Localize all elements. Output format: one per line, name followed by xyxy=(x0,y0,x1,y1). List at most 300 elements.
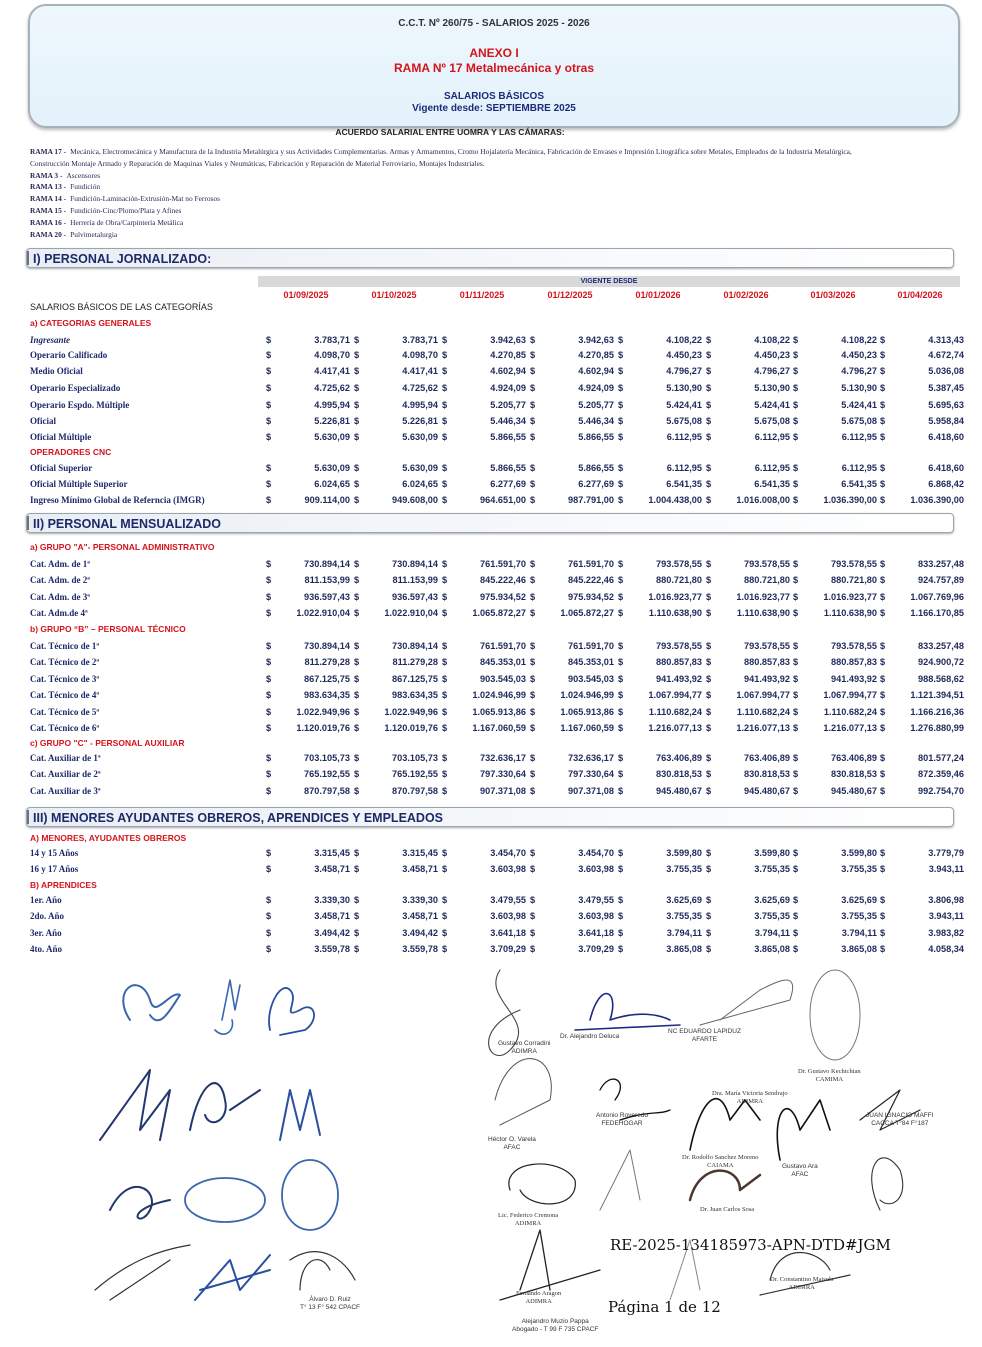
salary-value: 811.279,28 xyxy=(392,657,438,667)
salary-cell xyxy=(706,723,790,735)
currency-symbol: $ xyxy=(266,848,272,858)
signature-8 xyxy=(185,1178,265,1222)
currency-symbol: $ xyxy=(442,674,448,684)
currency-symbol: $ xyxy=(354,350,360,360)
currency-symbol: $ xyxy=(530,335,536,345)
salary-cell xyxy=(354,416,438,428)
salary-value: 1.276.880,99 xyxy=(910,723,964,733)
signature-19 xyxy=(690,1099,760,1150)
salary-cell xyxy=(530,848,614,860)
salary-value: 941.493,92 xyxy=(831,674,877,684)
salary-value: 1.216.077,13 xyxy=(736,723,790,733)
currency-symbol: $ xyxy=(266,335,272,345)
currency-symbol: $ xyxy=(706,707,712,717)
currency-symbol: $ xyxy=(618,463,624,473)
currency-symbol: $ xyxy=(793,707,799,717)
currency-symbol: $ xyxy=(442,400,448,410)
salary-value: 3.315,45 xyxy=(314,848,350,858)
salary-value: 3.794,11 xyxy=(841,928,877,938)
salary-value: 1.016.923,77 xyxy=(648,592,702,602)
salary-cell xyxy=(266,575,350,587)
currency-symbol: $ xyxy=(880,786,886,796)
salary-value: 975.934,52 xyxy=(568,592,614,602)
signer-name: Dr. Rodolfo Sanchez Moreno xyxy=(682,1154,759,1161)
currency-symbol: $ xyxy=(706,495,712,505)
salary-cell xyxy=(618,495,702,507)
salary-cell xyxy=(266,416,350,428)
currency-symbol: $ xyxy=(618,479,624,489)
salary-value: 924.757,89 xyxy=(918,575,964,585)
row-label: 2do. Año xyxy=(30,911,65,921)
salary-value: 3.599,80 xyxy=(666,848,702,858)
currency-symbol: $ xyxy=(880,432,886,442)
salary-value: 5.675,08 xyxy=(754,416,790,426)
salary-cell xyxy=(706,911,790,923)
signer-name: Gustavo Ara xyxy=(782,1163,818,1170)
salary-cell xyxy=(618,641,702,653)
salary-value: 763.406,89 xyxy=(831,753,877,763)
salary-cell xyxy=(880,895,964,907)
salary-value: 793.578,55 xyxy=(656,559,702,569)
salary-value: 941.493,92 xyxy=(656,674,702,684)
currency-symbol: $ xyxy=(266,383,272,393)
salary-value: 1.216.077,13 xyxy=(823,723,877,733)
salary-value: 3.625,69 xyxy=(841,895,877,905)
salary-value: 5.675,08 xyxy=(841,416,877,426)
signer-org: ADIMRA xyxy=(736,1098,764,1105)
salary-value: 3.603,98 xyxy=(490,911,526,921)
salary-value: 6.277,69 xyxy=(578,479,614,489)
currency-symbol: $ xyxy=(880,335,886,345)
salary-cell xyxy=(530,895,614,907)
currency-symbol: $ xyxy=(880,495,886,505)
salary-cell xyxy=(442,463,526,475)
currency-symbol: $ xyxy=(266,928,272,938)
salary-cell xyxy=(442,432,526,444)
salary-value: 1.110.638,90 xyxy=(823,608,877,618)
salary-cell xyxy=(793,848,877,860)
salary-value: 6.024,65 xyxy=(402,479,438,489)
salary-value: 6.541,35 xyxy=(841,479,877,489)
salary-cell xyxy=(442,864,526,876)
rama-code: RAMA 14 - xyxy=(30,194,67,204)
row-label: Cat. Adm. de 3ª xyxy=(30,592,90,602)
salary-value: 3.454,70 xyxy=(490,848,526,858)
currency-symbol: $ xyxy=(793,608,799,618)
salary-value: 1.110.638,90 xyxy=(648,608,702,618)
cct-title: C.C.T. Nº 260/75 - SALARIOS 2025 - 2026 xyxy=(398,18,590,29)
signer-name: Dr. Juan Carlos Sosa xyxy=(700,1206,755,1213)
currency-symbol: $ xyxy=(530,592,536,602)
currency-symbol: $ xyxy=(793,769,799,779)
section-header: II) PERSONAL MENSUALIZADO xyxy=(26,513,954,533)
salary-value: 6.112,95 xyxy=(754,432,790,442)
currency-symbol: $ xyxy=(880,769,886,779)
currency-symbol: $ xyxy=(266,575,272,585)
salary-cell xyxy=(530,592,614,604)
salary-cell xyxy=(880,416,964,428)
salary-value: 3.755,35 xyxy=(841,911,877,921)
signer-name: Lic. Federico Cremona xyxy=(498,1212,559,1219)
row-label: Cat. Adm.de 4ª xyxy=(30,608,88,618)
salary-cell xyxy=(530,723,614,735)
salary-value: 4.098,70 xyxy=(402,350,438,360)
salary-cell xyxy=(354,707,438,719)
currency-symbol: $ xyxy=(266,608,272,618)
salary-value: 880.857,83 xyxy=(656,657,702,667)
salary-cell xyxy=(442,848,526,860)
salary-value: 3.865,08 xyxy=(841,944,877,954)
signer-name: NC EDUARDO LAPIDUZ xyxy=(668,1028,741,1035)
salary-value: 6.541,35 xyxy=(666,479,702,489)
currency-symbol: $ xyxy=(354,657,360,667)
currency-symbol: $ xyxy=(354,463,360,473)
row-label: 3er. Año xyxy=(30,928,62,938)
salary-cell xyxy=(266,707,350,719)
signer-name: Dr. Constantino Maisuls xyxy=(770,1276,834,1283)
salary-cell xyxy=(442,769,526,781)
row-label: Oficial Superior xyxy=(30,463,93,473)
currency-symbol: $ xyxy=(442,335,448,345)
salary-value: 5.866,55 xyxy=(578,432,614,442)
salary-value: 3.942,63 xyxy=(490,335,526,345)
currency-symbol: $ xyxy=(793,657,799,667)
currency-symbol: $ xyxy=(354,928,360,938)
salary-cell xyxy=(618,911,702,923)
salary-value: 3.641,18 xyxy=(578,928,614,938)
salary-value: 797.330,64 xyxy=(568,769,614,779)
group-label: c) GRUPO "C" - PERSONAL AUXILIAR xyxy=(30,738,185,748)
currency-symbol: $ xyxy=(706,416,712,426)
salary-value: 4.270,85 xyxy=(578,350,614,360)
salary-cell xyxy=(880,383,964,395)
row-label: Cat. Auxiliar de 2ª xyxy=(30,769,101,779)
salary-cell xyxy=(266,432,350,444)
salary-cell xyxy=(442,416,526,428)
signature-5 xyxy=(190,1083,260,1130)
salary-cell xyxy=(706,495,790,507)
salary-value: 3.755,35 xyxy=(754,911,790,921)
salary-cell xyxy=(354,592,438,604)
row-label: Cat. Técnico de 3ª xyxy=(30,674,100,684)
salary-cell xyxy=(618,463,702,475)
salary-cell xyxy=(880,559,964,571)
currency-symbol: $ xyxy=(530,848,536,858)
salary-value: 4.098,70 xyxy=(314,350,350,360)
salary-cell xyxy=(266,559,350,571)
currency-symbol: $ xyxy=(706,848,712,858)
currency-symbol: $ xyxy=(880,657,886,667)
salary-value: 3.339,30 xyxy=(314,895,350,905)
salary-cell xyxy=(442,944,526,956)
currency-symbol: $ xyxy=(880,848,886,858)
currency-symbol: $ xyxy=(266,674,272,684)
salary-value: 4.995,94 xyxy=(402,400,438,410)
salary-value: 1.022.910,04 xyxy=(384,608,438,618)
salary-value: 3.783,71 xyxy=(314,335,350,345)
salary-cell xyxy=(530,674,614,686)
signer-name: Alejandro Muzio Pappa xyxy=(521,1318,589,1325)
salary-cell xyxy=(706,944,790,956)
currency-symbol: $ xyxy=(530,723,536,733)
salary-value: 907.371,08 xyxy=(480,786,526,796)
currency-symbol: $ xyxy=(530,559,536,569)
salary-cell xyxy=(266,335,350,347)
signature-22 xyxy=(509,1164,575,1204)
salary-cell xyxy=(266,657,350,669)
currency-symbol: $ xyxy=(793,592,799,602)
salary-cell xyxy=(880,432,964,444)
salary-value: 983.634,35 xyxy=(392,690,438,700)
salary-cell xyxy=(793,592,877,604)
salary-cell xyxy=(793,674,877,686)
currency-symbol: $ xyxy=(618,575,624,585)
section-header: III) MENORES AYUDANTES OBREROS, APRENDICES Y EMPLEADOS xyxy=(26,807,954,827)
salary-cell xyxy=(618,723,702,735)
signer-name: Antonio Roveredo xyxy=(596,1112,649,1119)
rama-code: RAMA 13 - xyxy=(30,182,67,192)
salary-value: 845.353,01 xyxy=(480,657,526,667)
salary-value: 3.709,29 xyxy=(490,944,526,954)
currency-symbol: $ xyxy=(442,559,448,569)
currency-symbol: $ xyxy=(530,495,536,505)
salary-value: 949.608,00 xyxy=(392,495,438,505)
salary-value: 1.110.682,24 xyxy=(823,707,877,717)
salary-value: 987.791,00 xyxy=(568,495,614,505)
salary-value: 833.257,48 xyxy=(918,641,964,651)
salary-cell xyxy=(354,463,438,475)
currency-symbol: $ xyxy=(266,769,272,779)
currency-symbol: $ xyxy=(354,690,360,700)
salary-value: 3.494,42 xyxy=(402,928,438,938)
salary-value: 6.112,95 xyxy=(666,463,702,473)
salary-value: 3.983,82 xyxy=(928,928,964,938)
row-label: Operario Espdo. Múltiple xyxy=(30,400,130,410)
currency-symbol: $ xyxy=(266,786,272,796)
salary-value: 6.541,35 xyxy=(754,479,790,489)
currency-symbol: $ xyxy=(793,400,799,410)
salary-value: 5.866,55 xyxy=(490,463,526,473)
salary-value: 945.480,67 xyxy=(831,786,877,796)
currency-symbol: $ xyxy=(880,608,886,618)
row-label: Cat. Técnico de 2ª xyxy=(30,657,100,667)
signer-name: Dr. Gustavo Kechichian xyxy=(798,1068,861,1075)
currency-symbol: $ xyxy=(618,786,624,796)
salary-value: 6.112,95 xyxy=(841,432,877,442)
currency-symbol: $ xyxy=(266,707,272,717)
signature-4 xyxy=(100,1070,170,1140)
salary-cell xyxy=(618,864,702,876)
salary-cell xyxy=(530,463,614,475)
salary-value: 1.036.390,00 xyxy=(823,495,877,505)
salary-cell xyxy=(618,575,702,587)
currency-symbol: $ xyxy=(442,786,448,796)
signature-caption xyxy=(498,1040,550,1056)
currency-symbol: $ xyxy=(880,723,886,733)
salary-value: 3.755,35 xyxy=(666,911,702,921)
salary-value: 945.480,67 xyxy=(744,786,790,796)
currency-symbol: $ xyxy=(354,608,360,618)
currency-symbol: $ xyxy=(266,911,272,921)
salary-cell xyxy=(618,753,702,765)
salary-cell xyxy=(530,707,614,719)
salary-value: 3.603,98 xyxy=(578,911,614,921)
salary-cell xyxy=(706,690,790,702)
currency-symbol: $ xyxy=(618,723,624,733)
signer-name: Fernando Aragon xyxy=(516,1290,562,1297)
section-subtitle: SALARIOS BÁSICOS DE LAS CATEGORÍAS xyxy=(30,302,213,312)
currency-symbol: $ xyxy=(618,864,624,874)
salary-cell xyxy=(266,895,350,907)
salary-cell xyxy=(706,848,790,860)
salary-cell xyxy=(618,383,702,395)
signer-org: CACCA T°84 F°187 xyxy=(871,1120,929,1127)
salary-value: 1.022.949,96 xyxy=(296,707,350,717)
salary-value: 5.205,77 xyxy=(578,400,614,410)
salary-value: 5.036,08 xyxy=(928,366,964,376)
salary-cell xyxy=(793,723,877,735)
salary-cell xyxy=(266,944,350,956)
currency-symbol: $ xyxy=(793,690,799,700)
salary-cell xyxy=(442,641,526,653)
salary-value: 845.222,46 xyxy=(568,575,614,585)
currency-symbol: $ xyxy=(354,895,360,905)
salary-cell xyxy=(354,911,438,923)
salary-cell xyxy=(354,786,438,798)
currency-symbol: $ xyxy=(793,383,799,393)
currency-symbol: $ xyxy=(354,495,360,505)
salary-value: 793.578,55 xyxy=(831,559,877,569)
salary-cell xyxy=(530,416,614,428)
currency-symbol: $ xyxy=(706,928,712,938)
salary-value: 1.016.923,77 xyxy=(736,592,790,602)
salary-cell xyxy=(706,895,790,907)
group-label: b) GRUPO “B” – PERSONAL TÉCNICO xyxy=(30,624,186,634)
salary-cell xyxy=(793,641,877,653)
currency-symbol: $ xyxy=(880,928,886,938)
salary-cell xyxy=(706,592,790,604)
currency-symbol: $ xyxy=(618,911,624,921)
salary-cell xyxy=(354,928,438,940)
currency-symbol: $ xyxy=(880,479,886,489)
signature-16 xyxy=(810,970,860,1060)
salary-value: 4.450,23 xyxy=(754,350,790,360)
salary-cell xyxy=(354,575,438,587)
salary-value: 5.695,63 xyxy=(928,400,964,410)
salary-cell xyxy=(880,690,964,702)
salary-cell xyxy=(618,400,702,412)
salary-value: 3.315,45 xyxy=(402,848,438,858)
salary-value: 3.479,55 xyxy=(578,895,614,905)
salary-cell xyxy=(354,690,438,702)
row-label: Operario Especializado xyxy=(30,383,121,393)
signer-org: ADIMRA xyxy=(788,1284,815,1291)
salary-cell xyxy=(706,416,790,428)
salary-cell xyxy=(354,479,438,491)
salary-value: 1.167.060,59 xyxy=(560,723,614,733)
salary-value: 4.796,27 xyxy=(754,366,790,376)
currency-symbol: $ xyxy=(706,690,712,700)
currency-symbol: $ xyxy=(793,559,799,569)
salary-cell xyxy=(880,495,964,507)
salary-cell xyxy=(530,400,614,412)
salary-value: 941.493,92 xyxy=(744,674,790,684)
salary-cell xyxy=(266,674,350,686)
salary-cell xyxy=(530,657,614,669)
currency-symbol: $ xyxy=(354,416,360,426)
currency-symbol: $ xyxy=(618,495,624,505)
rama-item xyxy=(30,146,890,170)
currency-symbol: $ xyxy=(706,335,712,345)
salary-value: 4.417,41 xyxy=(402,366,438,376)
currency-symbol: $ xyxy=(442,432,448,442)
salary-cell xyxy=(530,690,614,702)
salary-value: 5.630,09 xyxy=(314,432,350,442)
salary-value: 1.120.019,76 xyxy=(296,723,350,733)
salary-cell xyxy=(442,479,526,491)
currency-symbol: $ xyxy=(266,416,272,426)
currency-symbol: $ xyxy=(618,416,624,426)
salary-value: 3.755,35 xyxy=(754,864,790,874)
currency-symbol: $ xyxy=(530,674,536,684)
row-label: Medio Oficial xyxy=(30,366,83,376)
salary-value: 3.603,98 xyxy=(490,864,526,874)
salary-cell xyxy=(618,350,702,362)
rama-desc: Fundición-Cinc/Plomo/Plata y Afines xyxy=(70,205,182,215)
salary-cell xyxy=(793,559,877,571)
salary-cell xyxy=(354,848,438,860)
signature-17 xyxy=(495,1059,551,1125)
signature-14 xyxy=(575,994,680,1030)
currency-symbol: $ xyxy=(442,463,448,473)
salary-cell xyxy=(266,690,350,702)
salary-value: 4.672,74 xyxy=(928,350,964,360)
salary-value: 3.943,11 xyxy=(928,864,964,874)
currency-symbol: $ xyxy=(618,674,624,684)
currency-symbol: $ xyxy=(354,592,360,602)
salary-cell xyxy=(706,786,790,798)
row-label: Ingresante xyxy=(30,335,71,345)
salary-cell xyxy=(706,707,790,719)
signature-20 xyxy=(777,1100,830,1160)
salary-value: 5.226,81 xyxy=(402,416,438,426)
salary-value: 867.125,75 xyxy=(392,674,438,684)
rama-desc: Fundición-Laminación-Extrusión-Mat no Ferrosos xyxy=(70,194,220,204)
currency-symbol: $ xyxy=(880,463,886,473)
salary-value: 4.450,23 xyxy=(841,350,877,360)
salary-value: 992.754,70 xyxy=(918,786,964,796)
salary-cell xyxy=(706,641,790,653)
salary-value: 833.257,48 xyxy=(918,559,964,569)
row-label: 1er. Año xyxy=(30,895,62,905)
currency-symbol: $ xyxy=(354,400,360,410)
salary-value: 3.599,80 xyxy=(841,848,877,858)
salary-value: 4.417,41 xyxy=(314,366,350,376)
salary-cell xyxy=(706,432,790,444)
row-label: 16 y 17 Años xyxy=(30,864,79,874)
salary-value: 1.036.390,00 xyxy=(910,495,964,505)
signature-caption xyxy=(700,1206,754,1214)
row-label: Cat. Técnico de 6ª xyxy=(30,723,100,733)
salary-value: 1.016.923,77 xyxy=(823,592,877,602)
salary-cell xyxy=(880,911,964,923)
signer-name: Héctor O. Varela xyxy=(488,1136,536,1143)
currency-symbol: $ xyxy=(442,641,448,651)
salary-value: 4.796,27 xyxy=(841,366,877,376)
salary-value: 765.192,55 xyxy=(304,769,350,779)
currency-symbol: $ xyxy=(266,690,272,700)
salary-cell xyxy=(354,559,438,571)
